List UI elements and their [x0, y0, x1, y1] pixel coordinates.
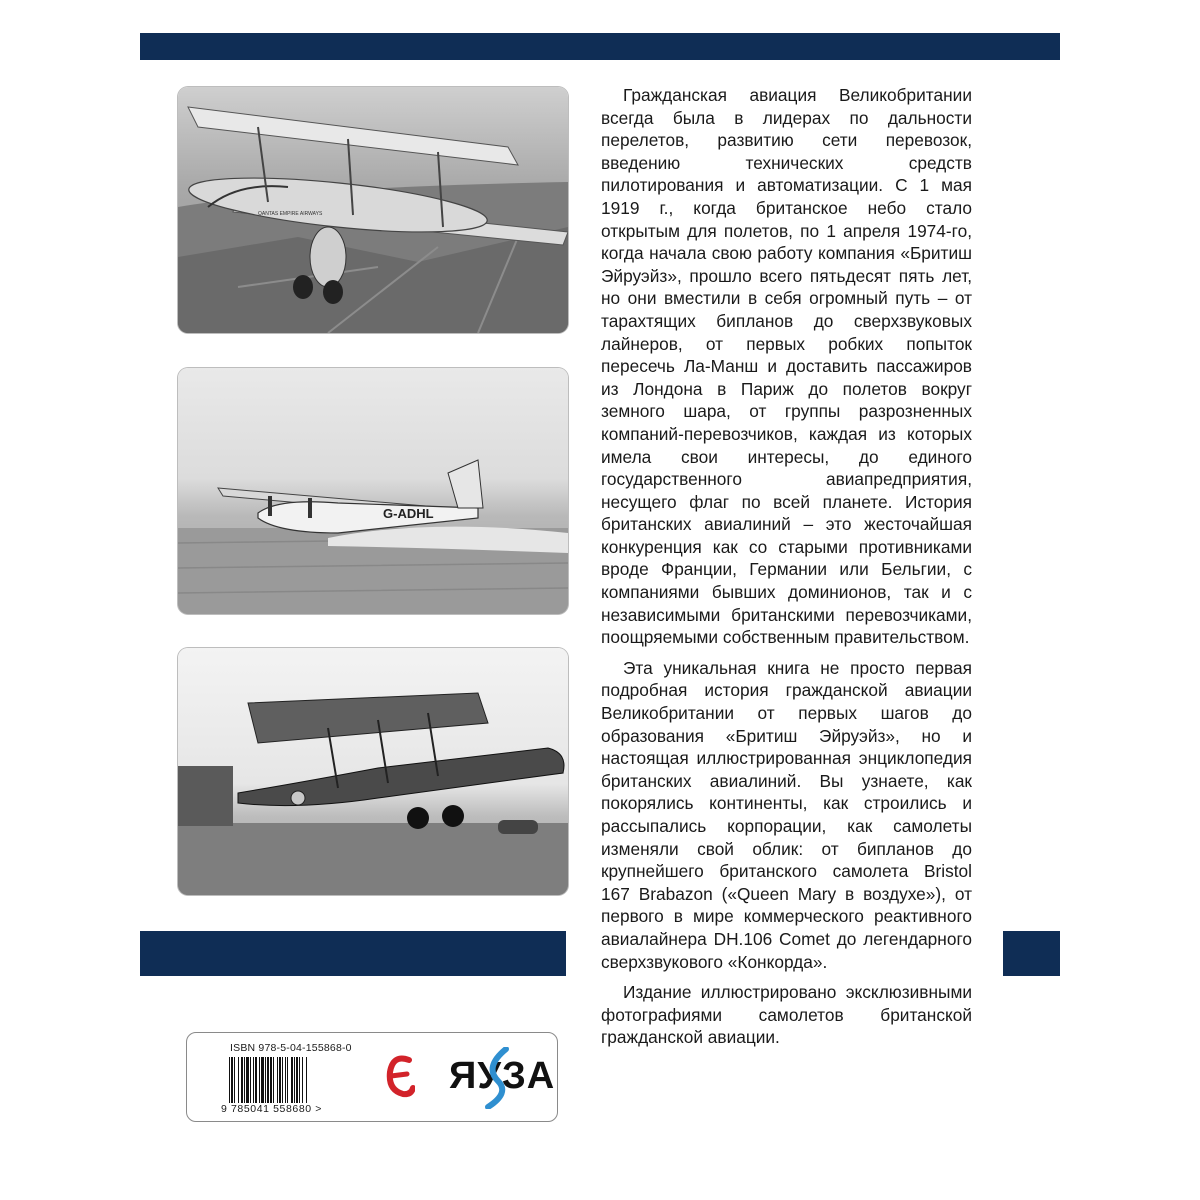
barcode-bar [270, 1057, 272, 1103]
publisher-box [186, 1032, 558, 1122]
barcode-bar [246, 1057, 249, 1103]
blurb-paragraph-2: Эта уникальная книга не просто первая подробная история гражданской авиации Великобритании от первых шагов до образования «Бритиш Эйруэйз», но и настоящая иллюстрированная энциклопедия британских авиалиний. Вы узнаете, как покорялись континенты, как строились и рассыпались корпорации, как самолеты изменяли свой облик: от бипланов до крупнейшего британского самолета Bristol 167 Brabazon («Queen Mary в воздухе»), от первого в мире коммерческого реактивного авиалайнера DH.106 Comet до легендарного сверхзвукового «Конкорда». [601, 657, 972, 972]
fuselage-lettering: QANTAS EMPIRE AIRWAYS [258, 211, 323, 217]
barcode [227, 1057, 349, 1103]
photo-biplane-airliner-on-ground [178, 648, 568, 895]
registration-marking: G-ADHL [383, 506, 434, 521]
barcode-bar [302, 1057, 303, 1103]
barcode-digits: 9 785041 558680 > [221, 1103, 322, 1115]
barcode-bar [299, 1057, 300, 1103]
barcode-bar [234, 1057, 235, 1103]
photo-biplane-airliner-in-flight [178, 87, 568, 333]
eksmo-logo-icon [385, 1048, 415, 1108]
barcode-bar [282, 1057, 283, 1103]
barcode-bar [255, 1057, 257, 1103]
barcode-bar [273, 1057, 274, 1103]
barcode-bar [244, 1057, 245, 1103]
isbn-text: ISBN 978-5-04-155868-0 [230, 1042, 352, 1054]
barcode-bar [265, 1057, 266, 1103]
barcode-bar [277, 1057, 278, 1103]
photo-flying-boat-on-water [178, 368, 568, 614]
barcode-bar [279, 1057, 281, 1103]
blurb-paragraph-1: Гражданская авиация Великобритании всегда была в лидерах по дальности перелетов, развитию сети перевозок, введению технических средств пилотирования и автоматизации. С 1 мая 1919 г., когда британское небо стало открытым для полетов, по 1 апреля 1974-го, когда начала свою работу компания «Бритиш Эйруэйз», прошло всего пятьдесят пять лет, но они вместили в себя огромный путь – от тарахтящих бипланов до сверхзвуковых лайнеров, от первых робких попыток пересечь Ла-Манш и доставить пассажиров из Лондона в Париж до полетов вокруг земного шара, от группы разрозненных компаний-перевозчиков, каждая из которых имела свои интересы, до единого государственного авиапредприятия, несущего флаг по всей планете. История британских авиалиний – это жесточайшая конкуренция как со старыми противниками вроде Франции, Германии или Бельгии, с компаниями бывших доминионов, так и с независимыми британскими перевозчиками, поощряемыми собственным правительством. [601, 85, 972, 648]
barcode-bar [231, 1057, 233, 1103]
blurb-text [601, 84, 972, 1057]
top-navy-band [140, 33, 1060, 60]
barcode-bar [291, 1057, 293, 1103]
barcode-bar [267, 1057, 269, 1103]
barcode-bar [296, 1057, 298, 1103]
barcode-bar [285, 1057, 286, 1103]
barcode-bar [259, 1057, 260, 1103]
barcode-bar [287, 1057, 288, 1103]
barcode-bar [241, 1057, 243, 1103]
barcode-bar [306, 1057, 307, 1103]
bottom-navy-band-right [1003, 931, 1060, 976]
blurb-paragraph-3: Издание иллюстрировано эксклюзивными фотографиями самолетов британской гражданской авиации. [601, 982, 972, 1048]
barcode-bar [253, 1057, 254, 1103]
barcode-bar [261, 1057, 264, 1103]
barcode-bar [229, 1057, 230, 1103]
yauza-logo: ЯУЗА [449, 1055, 556, 1097]
yauza-wave-icon [476, 1047, 516, 1109]
barcode-bar [238, 1057, 239, 1103]
barcode-bar [294, 1057, 295, 1103]
barcode-bar [250, 1057, 251, 1103]
bottom-navy-band-left [140, 931, 566, 976]
